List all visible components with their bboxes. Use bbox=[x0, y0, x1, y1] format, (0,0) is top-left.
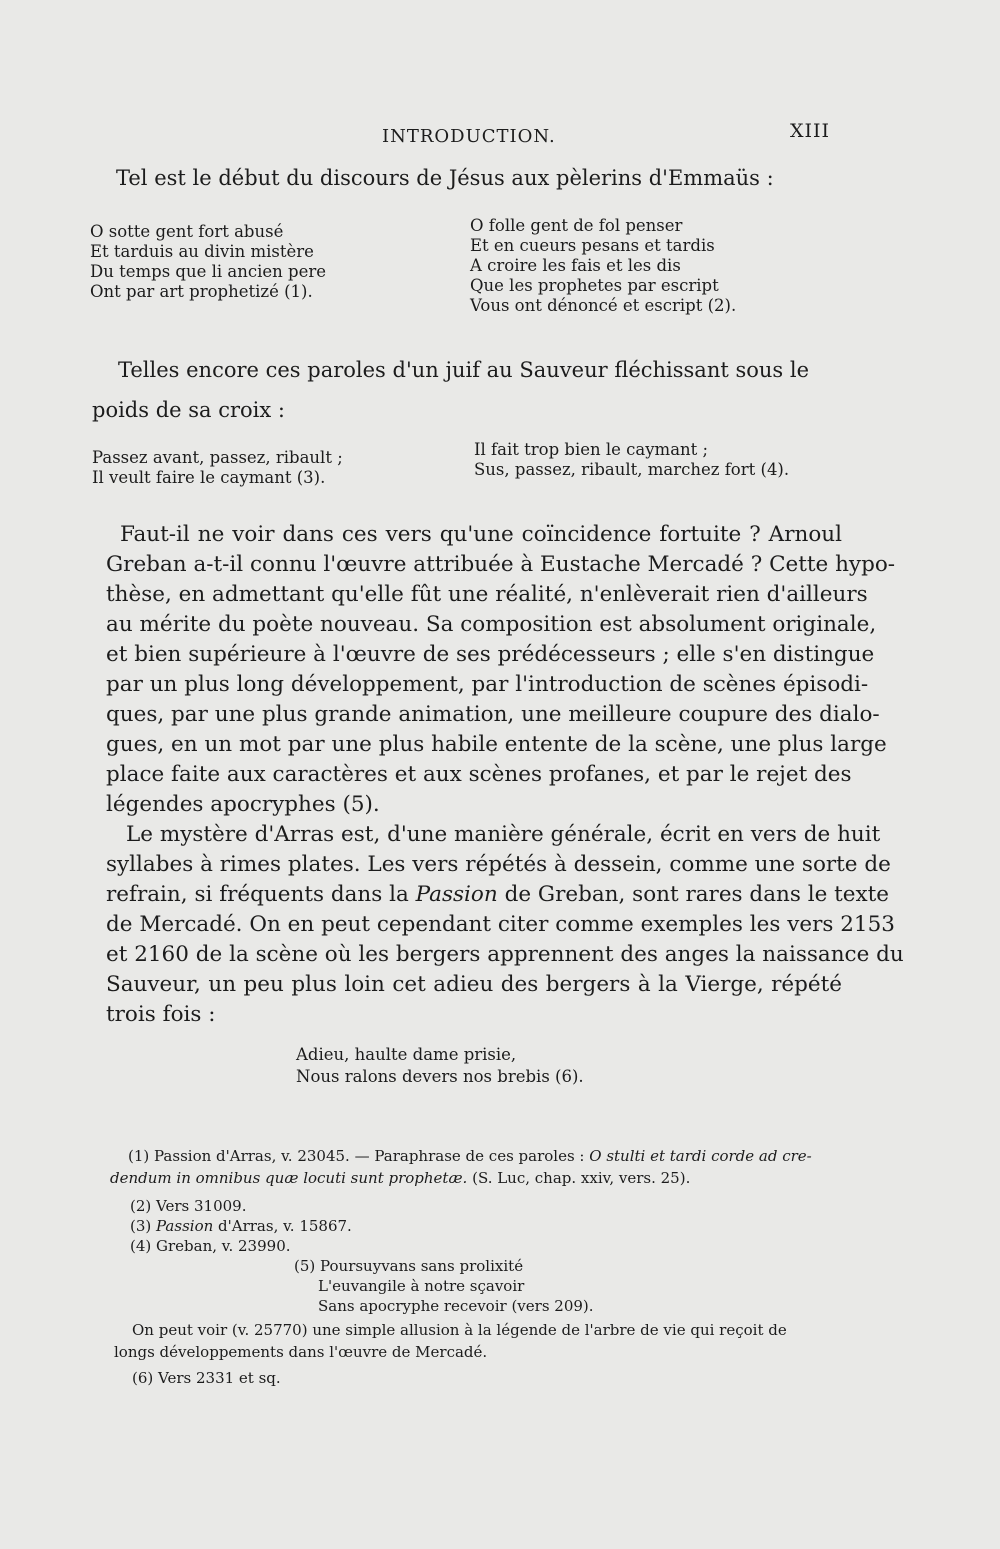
verse-line: Du temps que li ancien pere bbox=[90, 262, 327, 281]
text-line: et bien supérieure à l'œuvre de ses prédécesseurs ; elle s'en distingue bbox=[106, 642, 875, 667]
footnote-line bbox=[110, 1168, 690, 1188]
verse-line: O folle gent de fol penser bbox=[470, 216, 683, 235]
text-line: et 2160 de la scène où les bergers apprennent des anges la naissance du bbox=[106, 942, 904, 967]
footnote-4: (4) Greban, v. 23990. bbox=[130, 1237, 291, 1255]
verse-line: Ont par art prophetizé (1). bbox=[90, 282, 313, 301]
verse-line: Adieu, haulte dame prisie, bbox=[296, 1045, 517, 1064]
verse-line: Vous ont dénoncé et escript (2). bbox=[470, 296, 737, 315]
verse-line: Nous ralons devers nos brebis (6). bbox=[296, 1067, 584, 1086]
text-line: ques, par une plus grande animation, une meilleure coupure des dialo- bbox=[106, 702, 880, 727]
verse1-left bbox=[90, 222, 326, 302]
verse-line: Passez avant, passez, ribault ; bbox=[92, 448, 343, 467]
paragraph-1 bbox=[106, 520, 896, 820]
footnote-2: (2) Vers 31009. bbox=[130, 1197, 247, 1215]
footnote-text: (1) Passion d'Arras, v. 23045. — Paraphrase de ces paroles : bbox=[128, 1147, 590, 1165]
text-line: gues, en un mot par une plus habile entente de la scène, une plus large bbox=[106, 732, 887, 757]
text-line: par un plus long développement, par l'introduction de scènes épisodi- bbox=[106, 672, 869, 697]
text-line: légendes apocryphes (5). bbox=[106, 792, 380, 817]
intro-line-1: Tel est le début du discours de Jésus aux pèlerins d'Emmaüs : bbox=[116, 166, 774, 190]
text-line: de Mercadé. On en peut cependant citer comme exemples les vers 2153 bbox=[106, 912, 895, 937]
footnote-6 bbox=[132, 1368, 281, 1388]
running-title: INTRODUCTION. bbox=[382, 126, 556, 147]
verse-line: Il fait trop bien le caymant ; bbox=[474, 440, 709, 459]
footnote-1-cont bbox=[110, 1168, 690, 1188]
footnote-line: On peut voir (v. 25770) une simple allusion à la légende de l'arbre de vie qui reçoit de bbox=[132, 1321, 787, 1339]
verse2-left bbox=[92, 448, 343, 488]
verse-line: Sus, passez, ribault, marchez fort (4). bbox=[474, 460, 790, 479]
footnote-line: (6) Vers 2331 et sq. bbox=[132, 1369, 281, 1387]
verse-line: O sotte gent fort abusé bbox=[90, 222, 284, 241]
text-fragment: refrain, si fréquents dans la bbox=[106, 882, 416, 907]
footnote-1 bbox=[128, 1146, 812, 1166]
verse-line: Et tarduis au divin mistère bbox=[90, 242, 314, 261]
intro-line-2a: Telles encore ces paroles d'un juif au Sauveur fléchissant sous le bbox=[118, 358, 810, 382]
footnote-5-text-cont bbox=[114, 1342, 487, 1362]
verse-line: Il veult faire le caymant (3). bbox=[92, 468, 326, 487]
footnote-text: (3) bbox=[130, 1217, 157, 1235]
text-line: place faite aux caractères et aux scènes profanes, et par le rejet des bbox=[106, 762, 852, 787]
footnote-verse-line: L'euvangile à notre sçavoir bbox=[318, 1277, 525, 1295]
footnote-5-text bbox=[132, 1320, 787, 1340]
footnote-line bbox=[128, 1146, 812, 1166]
verse-line: Et en cueurs pesans et tardis bbox=[470, 236, 715, 255]
footnote-italic: Passion bbox=[156, 1217, 214, 1235]
text-line: Sauveur, un peu plus loin cet adieu des bergers à la Vierge, répété bbox=[106, 972, 842, 997]
text-line bbox=[106, 880, 890, 910]
footnote-3 bbox=[130, 1216, 352, 1236]
verse3 bbox=[296, 1044, 584, 1088]
footnote-italic: dendum in omnibus quæ locuti sunt prophetæ. bbox=[110, 1169, 468, 1187]
footnote-text: (S. Luc, chap. xxiv, vers. 25). bbox=[467, 1169, 691, 1187]
verse-line: A croire les fais et les dis bbox=[470, 256, 681, 275]
text-line: Greban a-t-il connu l'œuvre attribuée à Eustache Mercadé ? Cette hypo- bbox=[106, 552, 896, 577]
footnote-italic: O stulti et tardi corde ad cre- bbox=[589, 1147, 812, 1165]
text-line: Le mystère d'Arras est, d'une manière générale, écrit en vers de huit bbox=[126, 822, 881, 847]
intro-line-2b: poids de sa croix : bbox=[92, 398, 285, 422]
verse-line: Que les prophetes par escript bbox=[470, 276, 719, 295]
text-line: syllabes à rimes plates. Les vers répétés à dessein, comme une sorte de bbox=[106, 852, 891, 877]
verse1-right bbox=[470, 216, 736, 316]
footnotes-2-4 bbox=[130, 1196, 352, 1256]
italic-title: Passion bbox=[415, 882, 498, 907]
text-line: trois fois : bbox=[106, 1002, 216, 1027]
verse2-right bbox=[474, 440, 789, 480]
text-line: Faut-il ne voir dans ces vers qu'une coïncidence fortuite ? Arnoul bbox=[120, 522, 842, 547]
footnote-5-verse bbox=[294, 1256, 594, 1316]
footnote-verse-line: Sans apocryphe recevoir (vers 209). bbox=[318, 1297, 594, 1315]
footnote-line: longs développements dans l'œuvre de Mercadé. bbox=[114, 1343, 488, 1361]
text-line: au mérite du poète nouveau. Sa composition est absolument originale, bbox=[106, 612, 877, 637]
page-number: XIII bbox=[790, 120, 831, 142]
footnote-verse-line: (5) Poursuyvans sans prolixité bbox=[294, 1257, 524, 1275]
footnote-text: d'Arras, v. 15867. bbox=[213, 1217, 352, 1235]
text-line: thèse, en admettant qu'elle fût une réalité, n'enlèverait rien d'ailleurs bbox=[106, 582, 868, 607]
paragraph-2 bbox=[106, 820, 904, 1030]
text-fragment: de Greban, sont rares dans le texte bbox=[497, 882, 890, 907]
